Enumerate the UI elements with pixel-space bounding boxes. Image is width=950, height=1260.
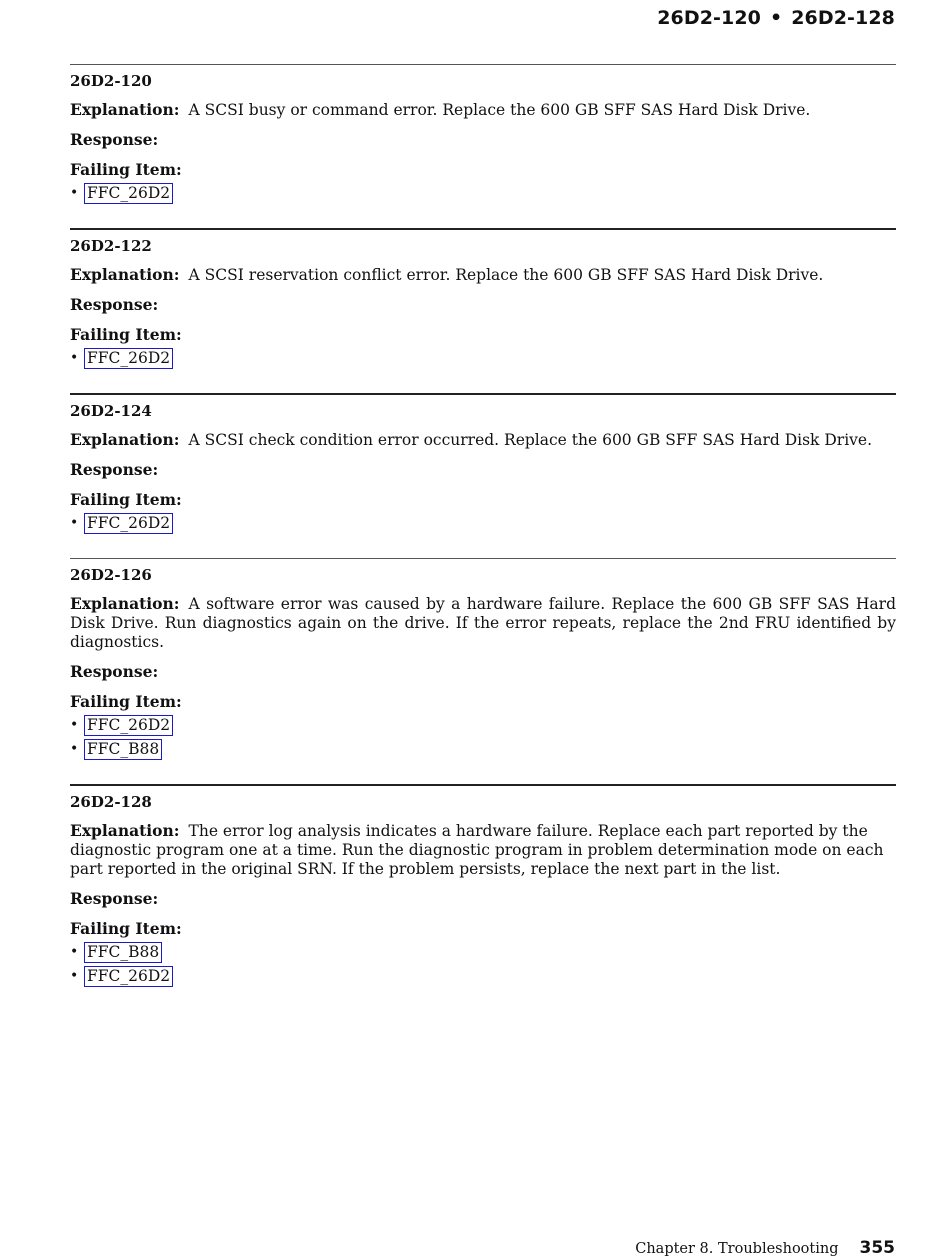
error-entry-26d2-124 bbox=[70, 393, 896, 558]
response-label: Response: bbox=[70, 889, 159, 908]
explanation-text: A software error was caused by a hardware failure. Replace the 600 GB SFF SAS Hard Disk Drive. Run diagnostics again on the drive. If the error repeats, replace the 2nd FRU identified by diagnostics. bbox=[70, 595, 896, 651]
bullet-icon: • bbox=[70, 717, 79, 733]
bullet-icon: • bbox=[70, 968, 79, 984]
failing-item bbox=[70, 325, 896, 345]
error-code: 26D2-124 bbox=[70, 402, 152, 420]
list-item bbox=[70, 739, 896, 760]
list-item bbox=[70, 966, 896, 987]
explanation bbox=[70, 594, 896, 652]
explanation-text: A SCSI reservation conflict error. Replace the 600 GB SFF SAS Hard Disk Drive. bbox=[188, 266, 824, 284]
response bbox=[70, 662, 896, 682]
page-footer bbox=[635, 1238, 895, 1258]
failing-item bbox=[70, 919, 896, 939]
bullet-icon: • bbox=[70, 515, 79, 531]
explanation-label: Explanation: bbox=[70, 594, 180, 613]
failing-item-list bbox=[70, 715, 896, 760]
page-number: 355 bbox=[859, 1238, 895, 1258]
explanation-label: Explanation: bbox=[70, 821, 180, 840]
error-code: 26D2-128 bbox=[70, 793, 152, 811]
ffc-link[interactable]: FFC_26D2 bbox=[84, 348, 173, 369]
ffc-link[interactable]: FFC_26D2 bbox=[84, 513, 173, 534]
failing-item bbox=[70, 490, 896, 510]
list-item bbox=[70, 942, 896, 963]
failing-item bbox=[70, 160, 896, 180]
explanation-label: Explanation: bbox=[70, 265, 180, 284]
error-code: 26D2-126 bbox=[70, 566, 152, 584]
header-separator: • bbox=[769, 7, 783, 29]
error-entry-26d2-122 bbox=[70, 228, 896, 393]
explanation-label: Explanation: bbox=[70, 430, 180, 449]
failing-item-list bbox=[70, 513, 896, 534]
response bbox=[70, 295, 896, 315]
response-label: Response: bbox=[70, 460, 159, 479]
explanation-text: A SCSI check condition error occurred. Replace the 600 GB SFF SAS Hard Disk Drive. bbox=[188, 431, 873, 449]
ffc-link[interactable]: FFC_26D2 bbox=[84, 966, 173, 987]
failing-item-list bbox=[70, 183, 896, 204]
explanation bbox=[70, 265, 896, 285]
running-header bbox=[657, 7, 895, 29]
ffc-link[interactable]: FFC_B88 bbox=[84, 739, 162, 760]
failing-item bbox=[70, 692, 896, 712]
failing-item-label: Failing Item: bbox=[70, 160, 182, 179]
bullet-icon: • bbox=[70, 185, 79, 201]
failing-item-label: Failing Item: bbox=[70, 692, 182, 711]
failing-item-label: Failing Item: bbox=[70, 325, 182, 344]
explanation bbox=[70, 100, 896, 120]
list-item bbox=[70, 715, 896, 736]
footer-chapter: Chapter 8. Troubleshooting bbox=[635, 1241, 839, 1257]
response-label: Response: bbox=[70, 130, 159, 149]
bullet-icon: • bbox=[70, 741, 79, 757]
bullet-icon: • bbox=[70, 350, 79, 366]
ffc-link[interactable]: FFC_26D2 bbox=[84, 183, 173, 204]
bullet-icon: • bbox=[70, 944, 79, 960]
error-code: 26D2-120 bbox=[70, 72, 152, 90]
explanation-text: The error log analysis indicates a hardware failure. Replace each part reported by the diagnostic program one at a time. Run the diagnostic program in problem determination mode on each part reported in the original SRN. If the problem persists, replace the next part in the list. bbox=[70, 822, 884, 878]
failing-item-list bbox=[70, 348, 896, 369]
response-label: Response: bbox=[70, 295, 159, 314]
error-entry-26d2-128 bbox=[70, 784, 896, 1011]
list-item bbox=[70, 183, 896, 204]
failing-item-label: Failing Item: bbox=[70, 919, 182, 938]
failing-item-list bbox=[70, 942, 896, 987]
list-item bbox=[70, 348, 896, 369]
failing-item-label: Failing Item: bbox=[70, 490, 182, 509]
header-range-end: 26D2-128 bbox=[791, 7, 895, 29]
ffc-link[interactable]: FFC_26D2 bbox=[84, 715, 173, 736]
response bbox=[70, 889, 896, 909]
response bbox=[70, 130, 896, 150]
explanation bbox=[70, 821, 896, 879]
ffc-link[interactable]: FFC_B88 bbox=[84, 942, 162, 963]
explanation bbox=[70, 430, 896, 450]
list-item bbox=[70, 513, 896, 534]
error-code-list bbox=[70, 64, 896, 1011]
error-code: 26D2-122 bbox=[70, 237, 152, 255]
error-entry-26d2-126 bbox=[70, 558, 896, 784]
explanation-text: A SCSI busy or command error. Replace the 600 GB SFF SAS Hard Disk Drive. bbox=[188, 101, 811, 119]
response-label: Response: bbox=[70, 662, 159, 681]
header-range-start: 26D2-120 bbox=[657, 7, 761, 29]
error-entry-26d2-120 bbox=[70, 64, 896, 228]
response bbox=[70, 460, 896, 480]
explanation-label: Explanation: bbox=[70, 100, 180, 119]
